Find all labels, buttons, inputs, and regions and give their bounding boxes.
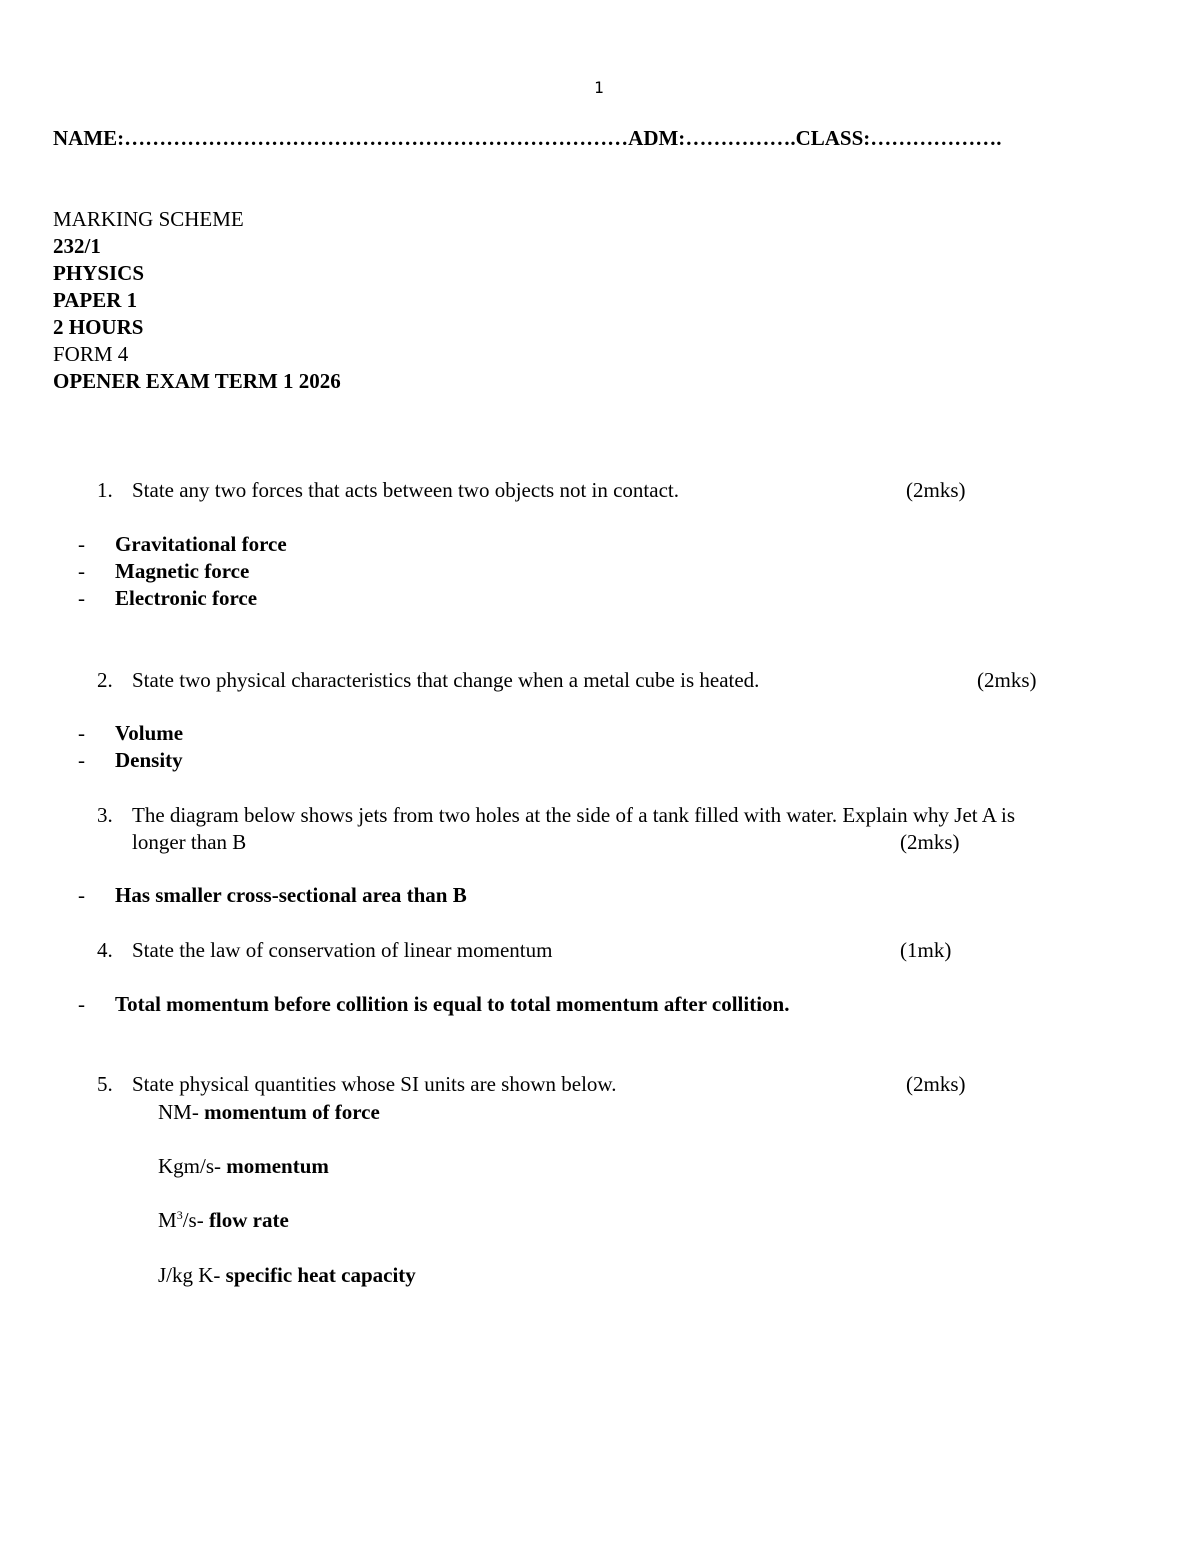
question-text: State any two forces that acts between two objects not in contact. — [132, 478, 679, 502]
question-text: State two physical characteristics that change when a metal cube is heated. — [132, 668, 760, 692]
answer-item: Total momentum before collition is equal to total momentum after collition. — [115, 992, 790, 1016]
bullet-dash: - — [78, 532, 85, 556]
question-marks: (2mks) — [977, 668, 1037, 692]
unit-label: Kgm/s- — [158, 1154, 227, 1178]
exam-info-form: FORM 4 — [53, 342, 129, 366]
answer-item: Magnetic force — [115, 559, 250, 583]
unit-answer-row — [158, 1208, 289, 1233]
name-dots: ……………………………………………………………… — [124, 126, 629, 150]
answer-item: Electronic force — [115, 586, 258, 610]
bullet-dash: - — [78, 748, 85, 772]
bullet-dash: - — [78, 883, 85, 907]
answer-item: Gravitational force — [115, 532, 287, 556]
question-text-line2: longer than B — [132, 830, 247, 854]
exam-info-subject: PHYSICS — [53, 261, 145, 285]
question-marks: (1mk) — [900, 938, 952, 962]
unit-label-rest: /s- — [182, 1208, 209, 1232]
bullet-dash: - — [78, 586, 85, 610]
question-marks: (2mks) — [906, 478, 966, 502]
bullet-dash: - — [78, 559, 85, 583]
unit-answer-row — [158, 1154, 329, 1179]
unit-answer-row — [158, 1263, 416, 1288]
unit-answer: flow rate — [208, 1208, 289, 1232]
unit-answer-row — [158, 1100, 380, 1125]
exam-info — [53, 206, 341, 395]
question-number: 3. — [97, 803, 113, 827]
bullet-dash: - — [78, 721, 85, 745]
question-number: 4. — [97, 938, 113, 962]
answer-item: Volume — [115, 721, 184, 745]
question-text-line1: The diagram below shows jets from two holes at the side of a tank filled with water. Explain why Jet A is — [132, 803, 1015, 827]
question-number: 1. — [97, 478, 113, 502]
unit-label-base: M — [158, 1208, 177, 1232]
question-text: State physical quantities whose SI units are shown below. — [132, 1072, 617, 1096]
name-label: NAME: — [53, 126, 125, 150]
question-marks: (2mks) — [906, 1072, 966, 1096]
unit-label-superscript: 3 — [176, 1208, 183, 1222]
adm-label: ADM: — [628, 126, 686, 150]
adm-dots: ……………. — [685, 126, 796, 150]
unit-answer: momentum — [226, 1154, 329, 1178]
class-dots: ………………. — [870, 126, 1002, 150]
class-label: CLASS: — [795, 126, 871, 150]
exam-info-title: MARKING SCHEME — [53, 207, 244, 231]
page-number: 1 — [594, 78, 604, 97]
bullet-dash: - — [78, 992, 85, 1016]
question-marks: (2mks) — [900, 830, 960, 854]
exam-info-code: 232/1 — [53, 234, 101, 258]
unit-label: J/kg K- — [158, 1263, 226, 1287]
unit-answer: specific heat capacity — [225, 1263, 416, 1287]
header-line — [53, 126, 1002, 151]
exam-info-duration: 2 HOURS — [53, 315, 144, 339]
question-text: State the law of conservation of linear momentum — [132, 938, 553, 962]
answer-item: Has smaller cross-sectional area than B — [115, 883, 467, 907]
exam-info-exam: OPENER EXAM TERM 1 2026 — [53, 369, 341, 393]
question-number: 5. — [97, 1072, 113, 1096]
answer-item: Density — [115, 748, 183, 772]
exam-info-paper: PAPER 1 — [53, 288, 138, 312]
unit-label: NM- — [158, 1100, 205, 1124]
question-number: 2. — [97, 668, 113, 692]
unit-answer: momentum of force — [204, 1100, 380, 1124]
